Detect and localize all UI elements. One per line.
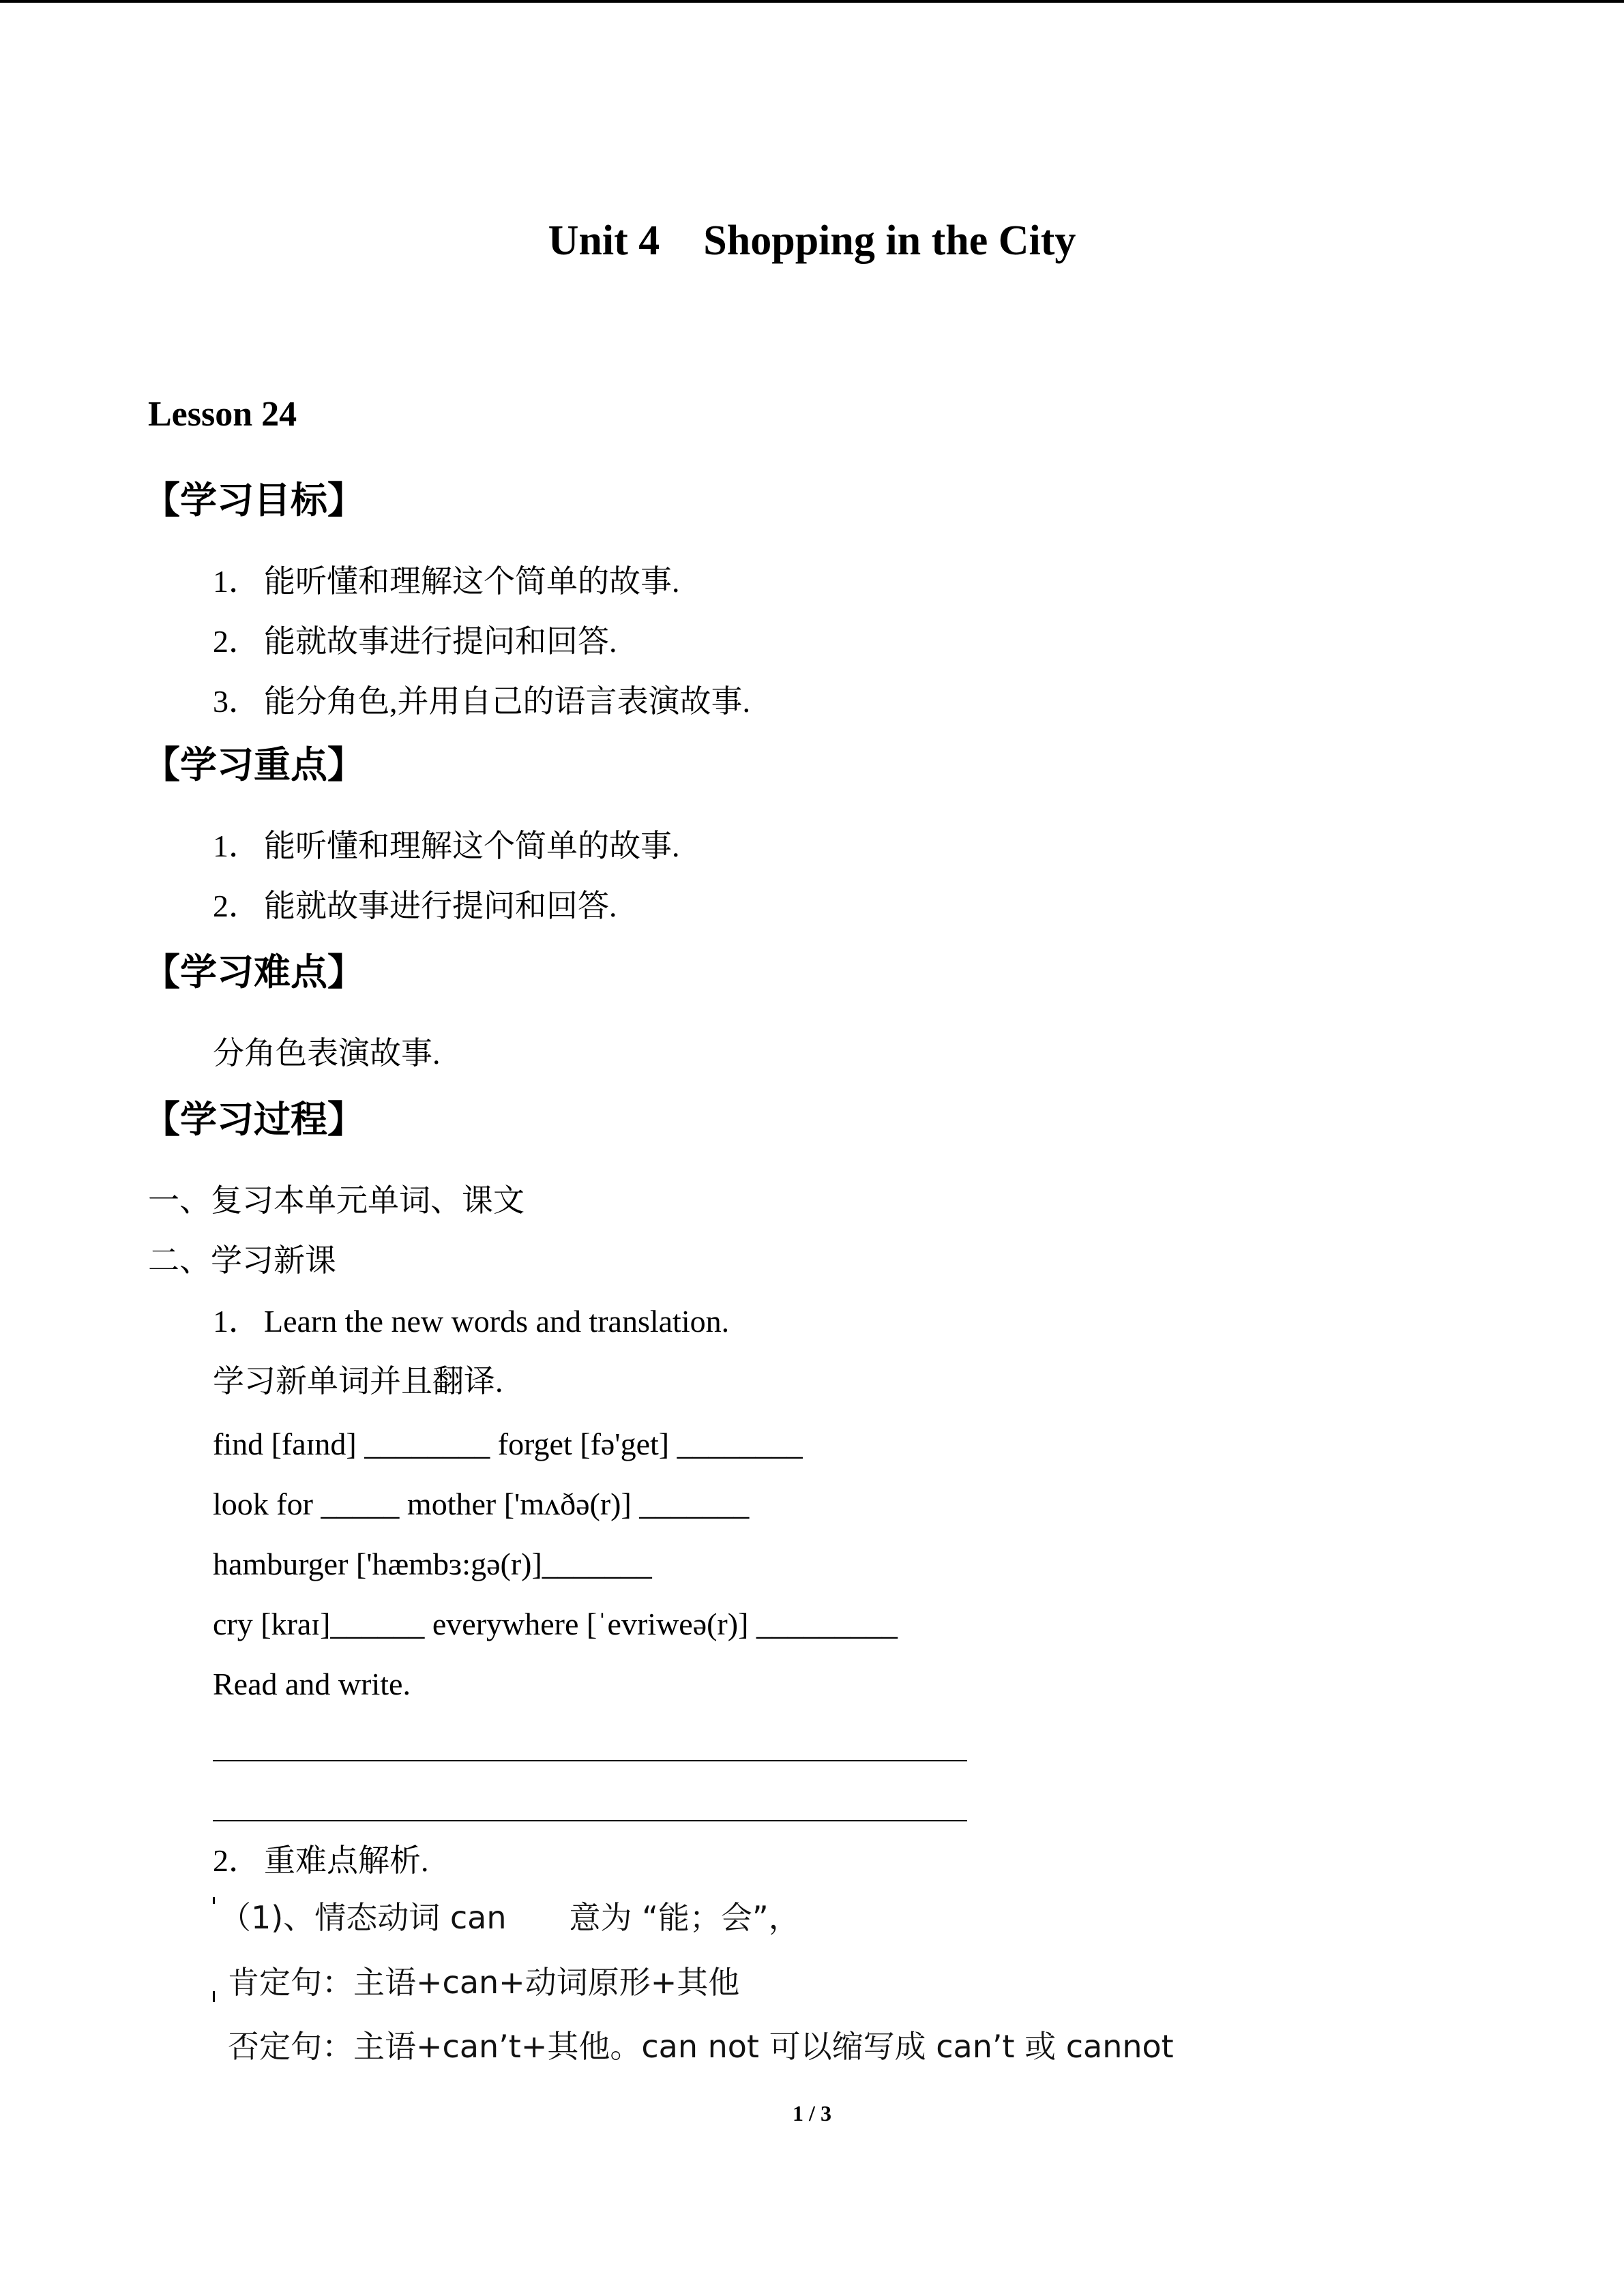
item-text: 能分角色,并用自己的语言表演故事. (264, 684, 750, 719)
lesson-heading: Lesson 24 (148, 395, 297, 434)
key-point-item (213, 824, 680, 869)
read-and-write-label: Read and write. (213, 1667, 411, 1701)
process-step-new-lesson: 二、学习新课 (148, 1243, 336, 1278)
key-points-heading: 【学习重点】 (143, 743, 364, 786)
item-number: 2． (213, 1843, 260, 1878)
scan-mark (213, 1897, 215, 1904)
scan-mark (213, 1991, 215, 2002)
objective-item (213, 619, 617, 664)
item-text: 能听懂和理解这个简单的故事. (264, 829, 680, 863)
item-text: 能听懂和理解这个简单的故事. (264, 564, 680, 599)
vocab-line: find [faɪnd] ________ forget [fə'get] ________ (213, 1427, 803, 1461)
item-number: 1． (213, 829, 260, 863)
item-number: 3． (213, 684, 260, 719)
task-new-words (213, 1299, 729, 1344)
process-heading: 【学习过程】 (143, 1098, 364, 1141)
task-key-analysis (213, 1838, 429, 1883)
item-text: Learn the new words and translation. (264, 1304, 730, 1339)
item-number: 2． (213, 624, 260, 659)
objective-item (213, 559, 680, 604)
page-title (0, 210, 1624, 271)
answer-line (213, 1760, 967, 1761)
grammar-negative-sentence: 否定句：主语+can’t+其他。can not 可以缩写成 can’t 或 cannot (228, 2028, 1174, 2065)
vocab-line: cry [kraɪ]______ everywhere [ˈevriweə(r)] _________ (213, 1607, 898, 1641)
item-number: 1． (213, 564, 260, 599)
difficulty-text: 分角色表演故事. (213, 1036, 441, 1071)
item-text: 重难点解析. (264, 1843, 429, 1878)
item-number: 1． (213, 1304, 260, 1339)
task-new-words-cn: 学习新单词并且翻译. (213, 1364, 503, 1399)
vocab-line: hamburger ['hæmbɜ:gə(r)]_______ (213, 1547, 652, 1581)
objectives-heading: 【学习目标】 (143, 479, 364, 522)
grammar-positive-sentence: 肯定句：主语+can+动词原形+其他 (228, 1964, 740, 2001)
objective-item (213, 679, 750, 724)
process-step-review: 一、复习本单元单词、课文 (148, 1183, 525, 1218)
item-number: 2． (213, 889, 260, 923)
top-border-line (0, 0, 1624, 3)
vocab-line: look for _____ mother ['mʌðə(r)] _______ (213, 1487, 750, 1521)
grammar-modal-can: （1)、情态动词 can 意为 “能；会”， (220, 1899, 800, 1936)
unit-topic: Shopping in the City (703, 218, 1076, 264)
item-text: 能就故事进行提问和回答. (264, 889, 617, 923)
answer-line (213, 1820, 967, 1821)
key-point-item (213, 884, 617, 929)
item-text: 能就故事进行提问和回答. (264, 624, 617, 659)
difficulties-heading: 【学习难点】 (143, 951, 364, 994)
page-number: 1 / 3 (793, 2101, 831, 2126)
unit-label: Unit 4 (548, 218, 660, 264)
